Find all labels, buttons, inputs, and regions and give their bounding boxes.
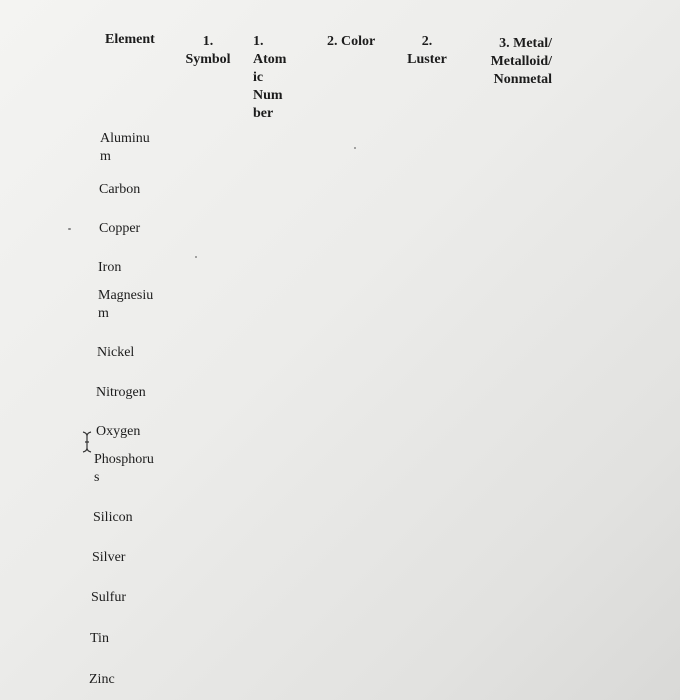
paper-speck xyxy=(68,228,71,230)
element-sulfur: Sulfur xyxy=(91,590,126,605)
element-silver: Silver xyxy=(92,550,126,565)
element-oxygen: Oxygen xyxy=(96,424,141,439)
header-atomic-number: 1. Atom ic Num ber xyxy=(253,34,287,121)
text-cursor-icon xyxy=(80,430,94,454)
header-luster: 2. Luster xyxy=(407,34,447,67)
header-color: 2. Color xyxy=(327,34,376,49)
element-iron: Iron xyxy=(98,260,122,275)
element-silicon: Silicon xyxy=(93,510,133,525)
header-symbol: 1. Symbol xyxy=(185,34,231,67)
header-element: Element xyxy=(105,32,155,47)
element-magnesium: Magnesiu m xyxy=(98,288,154,321)
element-zinc: Zinc xyxy=(89,672,115,687)
paper-speck xyxy=(354,147,356,149)
element-copper: Copper xyxy=(99,221,141,236)
element-tin: Tin xyxy=(90,631,109,646)
paper-speck xyxy=(195,256,197,258)
element-nickel: Nickel xyxy=(97,345,135,360)
header-metal-type: 3. Metal/ Metalloid/ Nonmetal xyxy=(490,36,552,87)
element-carbon: Carbon xyxy=(99,182,141,197)
element-phosphorus: Phosphoru s xyxy=(94,452,154,485)
element-aluminum: Aluminu m xyxy=(100,131,150,164)
element-nitrogen: Nitrogen xyxy=(96,385,146,400)
